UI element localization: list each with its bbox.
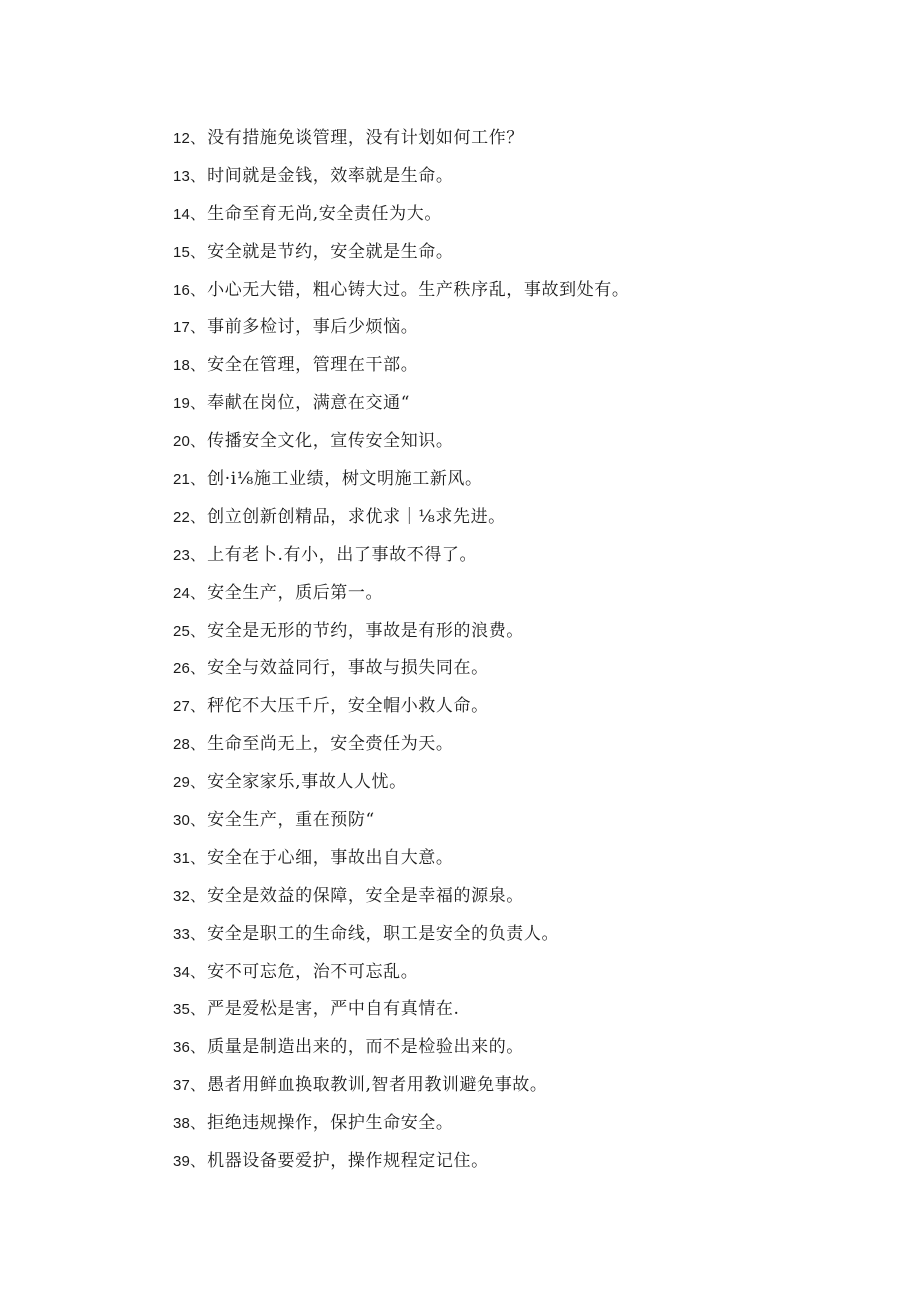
- item-number: 32: [173, 887, 191, 905]
- item-text: 安全是无形的节约，事故是有形的浪费。: [207, 620, 524, 641]
- item-number: 17: [173, 319, 191, 337]
- list-item: [173, 996, 630, 1034]
- item-separator: 、: [190, 583, 206, 602]
- item-text: 事前多检讨，事后少烦恼。: [207, 317, 419, 338]
- item-separator: 、: [190, 659, 206, 678]
- list-item: [173, 807, 630, 845]
- list-item: [173, 125, 630, 163]
- list-item: [173, 883, 630, 921]
- item-text: 安全在管理，管理在干部。: [207, 355, 419, 376]
- item-number: 35: [173, 1001, 191, 1019]
- item-text: 生命至尚无上，安全赍任为天。: [207, 734, 454, 755]
- item-number: 34: [173, 963, 191, 981]
- item-text: 没有措施免谈管理，没有计划如何工作？: [207, 128, 524, 148]
- item-number: 39: [173, 1153, 191, 1171]
- item-number: 12: [173, 130, 191, 147]
- item-separator: 、: [190, 924, 206, 943]
- item-text: 安全在于心细，事故出自大意。: [207, 847, 454, 868]
- item-separator: 、: [190, 1076, 206, 1095]
- item-text: 安全是效益的保障，安全是幸福的源泉。: [207, 885, 524, 906]
- list-item: [173, 466, 630, 504]
- item-text: 创·i⅛施工业绩，树文明施工新风。: [207, 469, 483, 490]
- list-item: [173, 239, 630, 277]
- list-item: [173, 352, 630, 390]
- item-text: 小心无大错，粗心铸大过。生产秩序乱，事故到处有。: [207, 279, 630, 300]
- item-text: 安全是职工的生命线，职工是安全的负责人。: [207, 923, 560, 944]
- item-separator: 、: [190, 280, 206, 299]
- item-number: 25: [173, 622, 191, 640]
- item-text: 安全生产，质后第一。: [207, 582, 384, 603]
- list-item: [173, 428, 630, 466]
- item-number: 37: [173, 1077, 191, 1095]
- item-text: 时间就是金钱，效率就是生命。: [207, 165, 454, 186]
- item-number: 16: [173, 281, 191, 299]
- item-text: 安全与效益同行，事故与损失同在。: [207, 658, 489, 679]
- list-item: [173, 580, 630, 618]
- item-text: 拒绝违规操作，保护生命安全。: [207, 1113, 454, 1134]
- list-item: [173, 314, 630, 352]
- item-number: 22: [173, 508, 191, 526]
- item-text: 安全生产，重在预防“: [207, 810, 375, 831]
- item-separator: 、: [190, 1038, 206, 1057]
- item-number: 28: [173, 736, 191, 754]
- item-separator: 、: [190, 697, 206, 716]
- item-text: 愚者用鲜血换取教训,智者用教训避免事故。: [207, 1075, 548, 1096]
- item-number: 18: [173, 357, 191, 375]
- item-separator: 、: [190, 735, 206, 754]
- item-number: 20: [173, 433, 191, 451]
- item-text: 质量是制造出来的，而不是检验出来的。: [207, 1037, 524, 1058]
- item-number: 31: [173, 849, 191, 867]
- list-item: [173, 390, 630, 428]
- list-item: [173, 163, 630, 201]
- item-separator: 、: [190, 432, 206, 451]
- item-separator: 、: [190, 204, 206, 223]
- list-item: [173, 542, 630, 580]
- item-separator: 、: [190, 962, 206, 981]
- item-text: 奉献在岗位，满意在交通“: [207, 393, 410, 414]
- list-item: [173, 845, 630, 883]
- list-item: [173, 655, 630, 693]
- item-text: 机器设备要爱护，操作规程定记住。: [207, 1151, 489, 1172]
- item-separator: 、: [190, 166, 206, 185]
- item-text: 生命至育无尚,安全责任为大。: [207, 203, 442, 224]
- item-number: 19: [173, 395, 191, 413]
- item-separator: 、: [190, 1114, 206, 1133]
- item-separator: 、: [190, 242, 206, 261]
- item-number: 27: [173, 698, 191, 716]
- item-text: 安全就是节约，安全就是生命。: [207, 241, 454, 262]
- list-item: [173, 618, 630, 656]
- item-number: 23: [173, 546, 191, 564]
- item-text: 安不可忘危，治不可忘乱。: [207, 961, 419, 982]
- item-separator: 、: [190, 507, 206, 526]
- item-separator: 、: [190, 129, 206, 147]
- item-text: 创立创新创精品，求优求｜⅛求先进。: [207, 506, 506, 527]
- item-number: 30: [173, 812, 191, 830]
- item-separator: 、: [190, 545, 206, 564]
- item-separator: 、: [190, 848, 206, 867]
- item-text: 安全家家乐,事故人人忧。: [207, 772, 407, 793]
- list-item: [173, 1110, 630, 1148]
- list-item: [173, 1034, 630, 1072]
- item-separator: 、: [190, 811, 206, 830]
- item-separator: 、: [190, 773, 206, 792]
- item-number: 14: [173, 205, 191, 223]
- item-separator: 、: [190, 886, 206, 905]
- list-item: [173, 959, 630, 997]
- list-item: [173, 1072, 630, 1110]
- item-number: 13: [173, 167, 191, 185]
- item-number: 26: [173, 660, 191, 678]
- item-number: 24: [173, 584, 191, 602]
- item-separator: 、: [190, 621, 206, 640]
- item-separator: 、: [190, 318, 206, 337]
- item-number: 15: [173, 243, 191, 261]
- item-number: 29: [173, 774, 191, 792]
- item-separator: 、: [190, 394, 206, 413]
- list-item: [173, 693, 630, 731]
- list-item: [173, 201, 630, 239]
- list-item: [173, 1148, 630, 1186]
- item-number: 36: [173, 1039, 191, 1057]
- item-text: 上有老卜.有小，出了事故不得了。: [207, 544, 478, 565]
- list-item: [173, 504, 630, 542]
- item-separator: 、: [190, 1000, 206, 1019]
- list-item: [173, 731, 630, 769]
- item-number: 38: [173, 1115, 191, 1133]
- item-number: 21: [173, 471, 191, 489]
- slogan-list: [173, 125, 630, 1186]
- list-item: [173, 921, 630, 959]
- item-number: 33: [173, 925, 191, 943]
- item-text: 严是爱松是害，严中自有真情在.: [207, 999, 460, 1020]
- item-separator: 、: [190, 356, 206, 375]
- item-separator: 、: [190, 1152, 206, 1171]
- list-item: [173, 769, 630, 807]
- item-separator: 、: [190, 470, 206, 489]
- item-text: 传播安全文化，宣传安全知识。: [207, 431, 454, 452]
- item-text: 秤佗不大压千斤，安全帽小救人命。: [207, 696, 489, 717]
- list-item: [173, 277, 630, 315]
